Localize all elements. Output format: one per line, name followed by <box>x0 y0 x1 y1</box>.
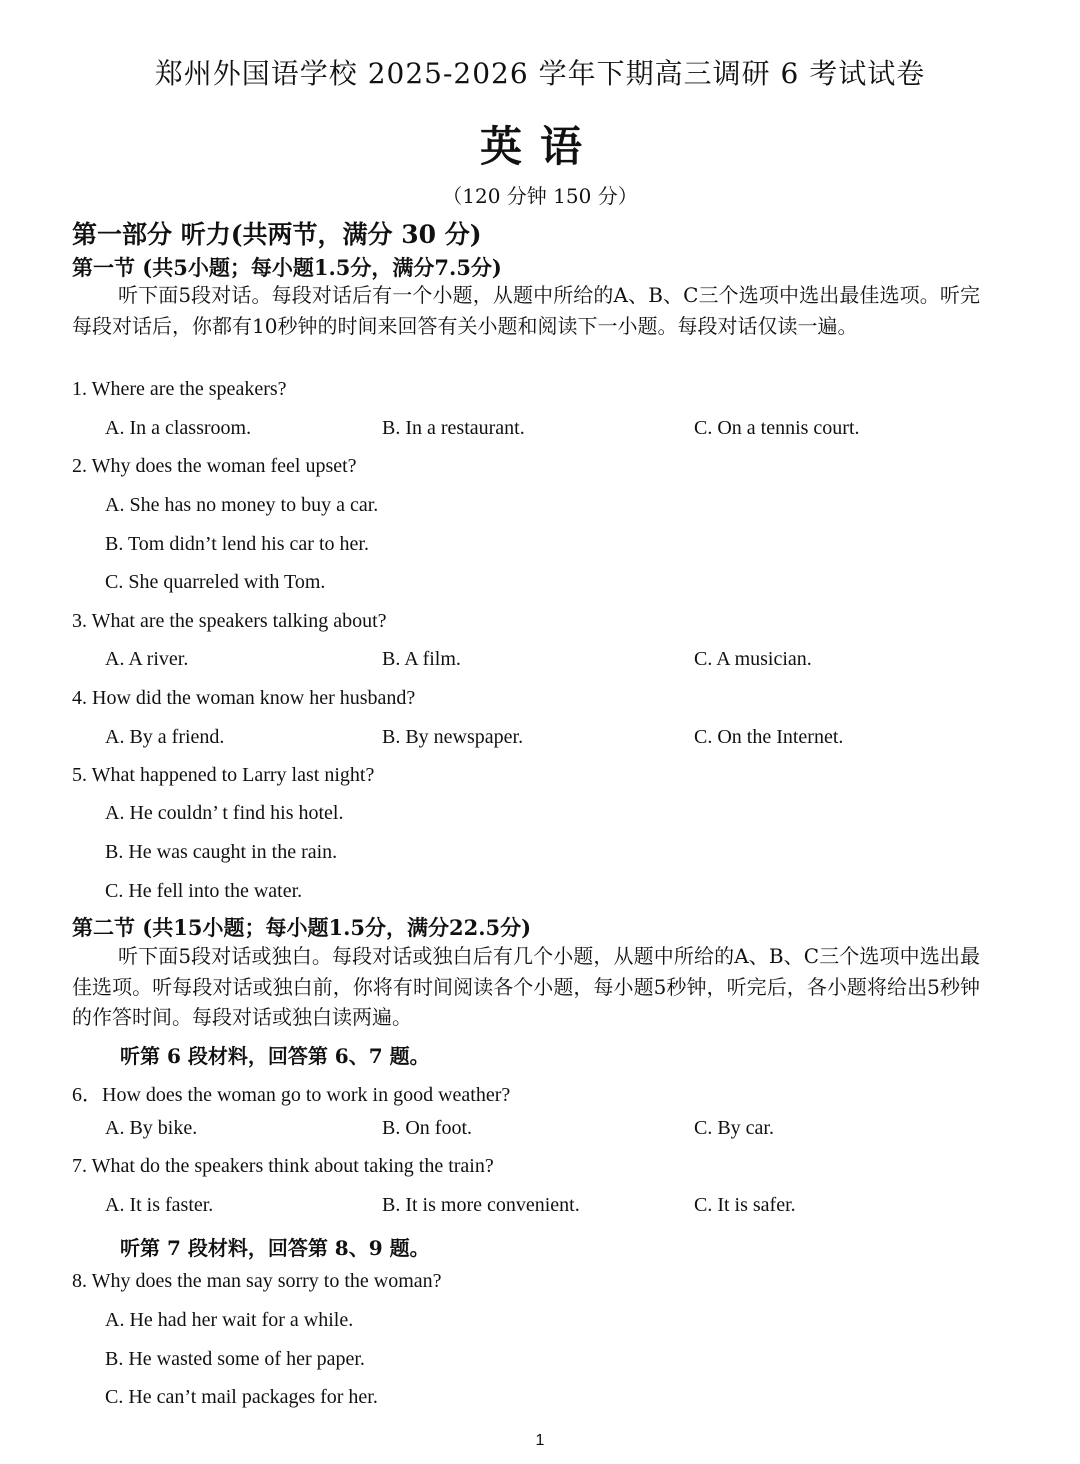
question-5-stem: 5. What happened to Larry last night? <box>72 764 375 786</box>
question-4-option-b: B. By newspaper. <box>382 726 524 748</box>
question-7-option-a: A. It is faster. <box>105 1194 214 1216</box>
question-2-stem: 2. Why does the woman feel upset? <box>72 455 357 477</box>
question-6-option-b: B. On foot. <box>382 1117 472 1139</box>
section2-instructions: 听下面5段对话或独白。每段对话或独白后有几个小题，从题中所给的A、B、C三个选项中选出最佳选项。听每段对话或独白前，你将有时间阅读各个小题，每小题5秒钟，听完后，各小题将给出5秒钟的作答时间。每段对话或独白读两遍。 <box>72 944 980 1029</box>
question-1-stem: 1. Where are the speakers? <box>72 378 287 400</box>
question-2-option-b: B. Tom didn’t lend his car to her. <box>105 533 369 555</box>
question-3-option-b: B. A film. <box>382 648 461 670</box>
exam-duration: （120 分钟 150 分） <box>442 184 638 208</box>
question-7-option-c: C. It is safer. <box>694 1194 796 1216</box>
subject-title: 英语 <box>479 122 600 171</box>
question-6-option-c: C. By car. <box>694 1117 774 1139</box>
question-8-stem: 8. Why does the man say sorry to the woman? <box>72 1270 442 1292</box>
question-1-option-a: A. In a classroom. <box>105 417 252 439</box>
question-5-option-b: B. He was caught in the rain. <box>105 841 338 863</box>
question-5-option-c: C. He fell into the water. <box>105 880 303 902</box>
material-6-heading: 听第 6 段材料，回答第 6、7 题。 <box>120 1044 430 1068</box>
question-8-option-b: B. He wasted some of her paper. <box>105 1348 365 1370</box>
question-5-option-a: A. He couldn’ t find his hotel. <box>105 802 344 824</box>
question-3-option-c: C. A musician. <box>694 648 812 670</box>
question-4-option-a: A. By a friend. <box>105 726 225 748</box>
section1-instructions: 听下面5段对话。每段对话后有一个小题，从题中所给的A、B、C三个选项中选出最佳选项。听完每段对话后，你都有10秒钟的时间来回答有关小题和阅读下一小题。每段对话仅读一遍。 <box>72 283 980 338</box>
question-3-option-a: A. A river. <box>105 648 189 670</box>
question-2-option-c: C. She quarreled with Tom. <box>105 571 326 593</box>
school-exam-title: 郑州外国语学校 2025-2026 学年下期高三调研 6 考试试卷 <box>154 57 926 90</box>
part1-title: 第一部分 听力(共两节，满分 30 分) <box>72 220 482 249</box>
question-7-option-b: B. It is more convenient. <box>382 1194 580 1216</box>
question-1-option-c: C. On a tennis court. <box>694 417 860 439</box>
question-2-option-a: A. She has no money to buy a car. <box>105 494 379 516</box>
question-4-option-c: C. On the Internet. <box>694 726 844 748</box>
question-1-option-b: B. In a restaurant. <box>382 417 525 439</box>
question-8-option-a: A. He had her wait for a while. <box>105 1309 354 1331</box>
question-6-stem: 6．How does the woman go to work in good weather? <box>72 1084 511 1106</box>
question-3-stem: 3. What are the speakers talking about? <box>72 610 387 632</box>
question-7-stem: 7. What do the speakers think about taking the train? <box>72 1155 494 1177</box>
question-8-option-c: C. He can’t mail packages for her. <box>105 1386 378 1408</box>
question-4-stem: 4. How did the woman know her husband? <box>72 687 416 709</box>
section1-title: 第一节 (共5小题；每小题1.5分，满分7.5分) <box>72 255 502 280</box>
material-7-heading: 听第 7 段材料，回答第 8、9 题。 <box>120 1236 430 1260</box>
section2-title: 第二节 (共15小题；每小题1.5分，满分22.5分) <box>72 915 532 940</box>
question-6-option-a: A. By bike. <box>105 1117 198 1139</box>
page-number: 1 <box>535 1432 545 1449</box>
